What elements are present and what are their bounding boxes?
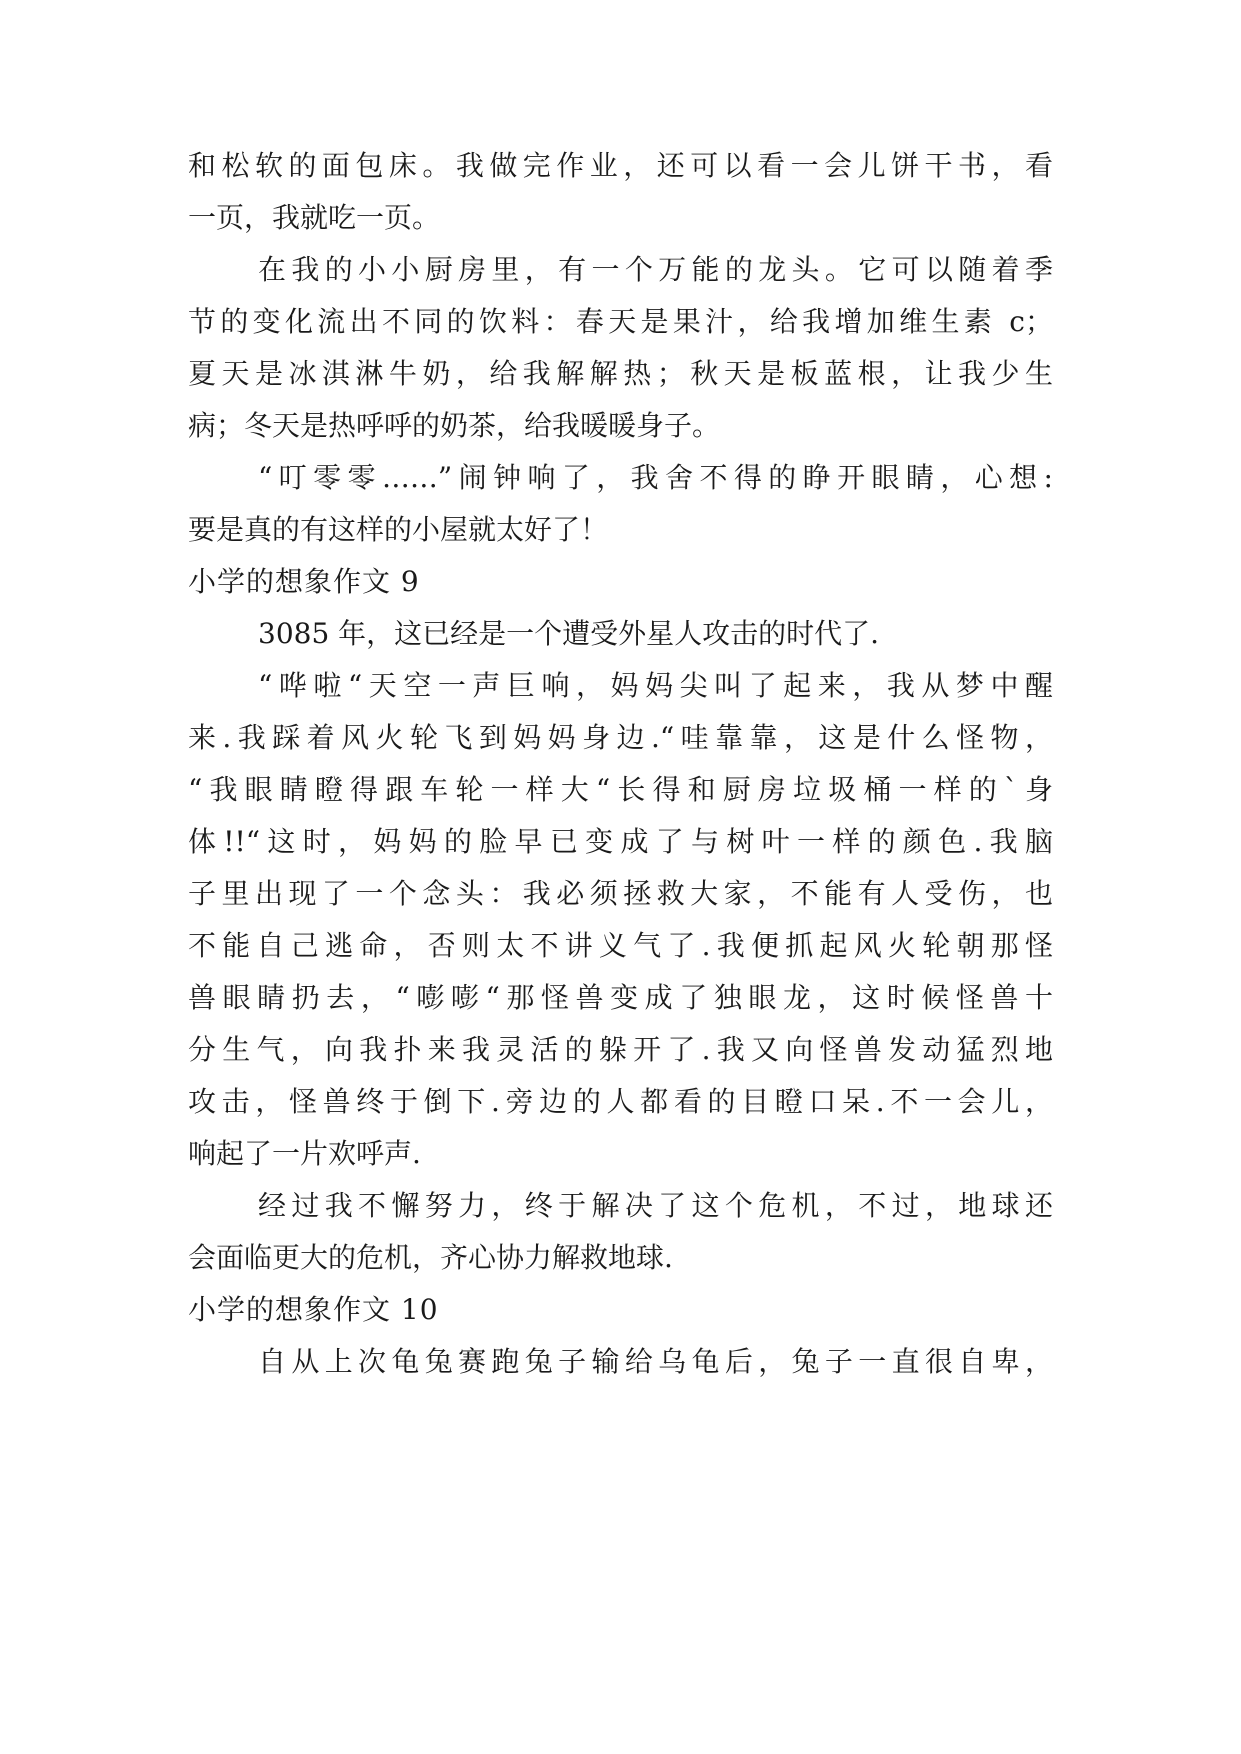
section-heading: 小学的想象作文 9 (188, 565, 420, 598)
paragraph-text: 病；冬天是热呼呼的奶茶，给我暖暖身子。 (188, 409, 721, 442)
paragraph-text: 自从上次龟兔赛跑兔子输给乌龟后，兔子一直很自卑， (258, 1345, 1053, 1378)
text-line (0, 346, 1241, 402)
paragraph-text: 兽眼睛扔去，“嘭嘭“那怪兽变成了独眼龙，这时候怪兽十 (188, 981, 1053, 1014)
paragraph-text: 经过我不懈努力，终于解决了这个危机，不过，地球还 (258, 1189, 1053, 1222)
paragraph-text: “我眼睛瞪得跟车轮一样大“长得和厨房垃圾桶一样的`身 (188, 773, 1053, 806)
paragraph-text: 会面临更大的危机，齐心协力解救地球. (188, 1241, 673, 1274)
text-line (0, 710, 1241, 766)
text-line (0, 866, 1241, 922)
paragraph-text: 要是真的有这样的小屋就太好了！ (188, 513, 609, 546)
text-line (0, 814, 1241, 870)
paragraph-text: 响起了一片欢呼声. (188, 1137, 421, 1170)
text-line (0, 762, 1241, 818)
paragraph-text: 节的变化流出不同的饮料：春天是果汁，给我增加维生素 c； (188, 305, 1053, 338)
section-heading: 小学的想象作文 10 (188, 1293, 439, 1326)
paragraph-text: 夏天是冰淇淋牛奶，给我解解热；秋天是板蓝根，让我少生 (188, 357, 1053, 390)
text-line (0, 1074, 1241, 1130)
text-line (0, 398, 1241, 454)
text-line (0, 1022, 1241, 1078)
text-line (0, 1282, 1241, 1338)
paragraph-text: “叮零零……”闹钟响了，我舍不得的睁开眼睛，心想: (258, 461, 1053, 494)
text-line (0, 190, 1241, 246)
text-line (0, 918, 1241, 974)
text-line (0, 554, 1241, 610)
text-line (0, 1126, 1241, 1182)
paragraph-text: 在我的小小厨房里，有一个万能的龙头。它可以随着季 (258, 253, 1053, 286)
text-line (0, 1178, 1241, 1234)
text-line (0, 658, 1241, 714)
text-line (0, 1334, 1241, 1390)
text-line (0, 138, 1241, 194)
paragraph-text: 3085 年，这已经是一个遭受外星人攻击的时代了. (258, 617, 880, 650)
paragraph-text: 子里出现了一个念头：我必须拯救大家，不能有人受伤，也 (188, 877, 1053, 910)
paragraph-text: 一页，我就吃一页。 (188, 201, 441, 234)
text-line (0, 450, 1241, 506)
text-line (0, 502, 1241, 558)
paragraph-text: “哗啦“天空一声巨响，妈妈尖叫了起来，我从梦中醒 (258, 669, 1053, 702)
text-line (0, 242, 1241, 298)
paragraph-text: 不能自己逃命，否则太不讲义气了.我便抓起风火轮朝那怪 (188, 929, 1053, 962)
paragraph-text: 体!!“这时，妈妈的脸早已变成了与树叶一样的颜色.我脑 (188, 825, 1053, 858)
text-line (0, 1230, 1241, 1286)
paragraph-text: 来.我踩着风火轮飞到妈妈身边.“哇靠靠，这是什么怪物， (188, 721, 1053, 754)
text-line (0, 606, 1241, 662)
paragraph-text: 攻击，怪兽终于倒下.旁边的人都看的目瞪口呆.不一会儿， (188, 1085, 1053, 1118)
text-line (0, 294, 1241, 350)
text-line (0, 970, 1241, 1026)
paragraph-text: 和松软的面包床。我做完作业，还可以看一会儿饼干书，看 (188, 149, 1053, 182)
paragraph-text: 分生气，向我扑来我灵活的躲开了.我又向怪兽发动猛烈地 (188, 1033, 1053, 1066)
